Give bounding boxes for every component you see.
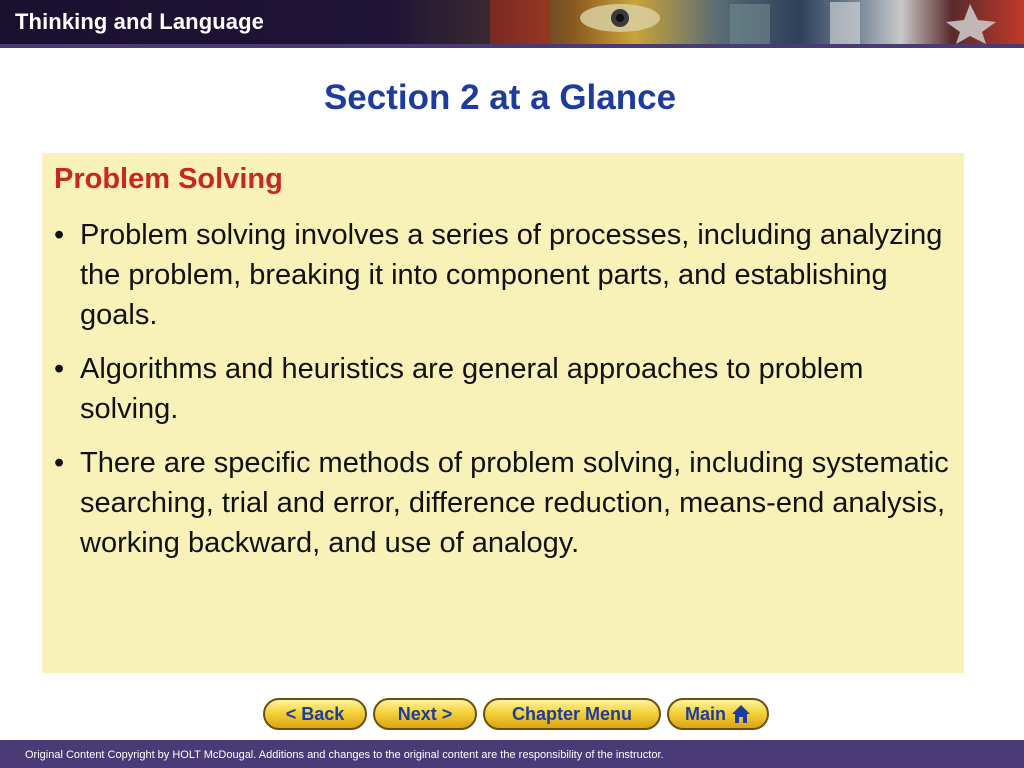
home-icon xyxy=(731,704,751,724)
back-button[interactable] xyxy=(263,698,367,730)
footer-bar xyxy=(0,740,1024,768)
next-button[interactable] xyxy=(373,698,477,730)
main-button[interactable] xyxy=(667,698,769,730)
page-title: Section 2 at a Glance xyxy=(323,78,677,117)
chapter-menu-button[interactable] xyxy=(483,698,661,730)
list-item xyxy=(54,443,954,563)
bullet-text: There are specific methods of problem solving, including systematic searching, trial and error, difference reduction, means-end analysis, working backward, and use of analogy. xyxy=(80,447,949,559)
list-item xyxy=(54,215,954,335)
copyright-text: Original Content Copyright by HOLT McDougal. Additions and changes to the original content are the responsibility of the instructor. xyxy=(25,749,664,761)
bullet-text: Problem solving involves a series of processes, including analyzing the problem, breaking it into component parts, and establishing goals. xyxy=(80,219,943,331)
header-banner xyxy=(0,0,1024,44)
main-button-label: Main xyxy=(684,703,726,724)
banner-artwork xyxy=(430,0,1024,44)
bullet-icon: • xyxy=(54,219,65,251)
next-button-label: Next > xyxy=(397,703,453,724)
bullet-icon: • xyxy=(54,353,65,385)
bullet-text: Algorithms and heuristics are general approaches to problem solving. xyxy=(80,353,864,425)
section-heading: Problem Solving xyxy=(54,163,283,195)
chapter-menu-label: Chapter Menu xyxy=(511,703,632,724)
bullet-list xyxy=(54,215,954,577)
bullet-icon: • xyxy=(54,447,65,479)
back-button-label: < Back xyxy=(285,703,345,724)
list-item xyxy=(54,349,954,429)
content-panel xyxy=(42,153,964,673)
header-divider xyxy=(0,44,1024,48)
header-title: Thinking and Language xyxy=(15,9,264,34)
